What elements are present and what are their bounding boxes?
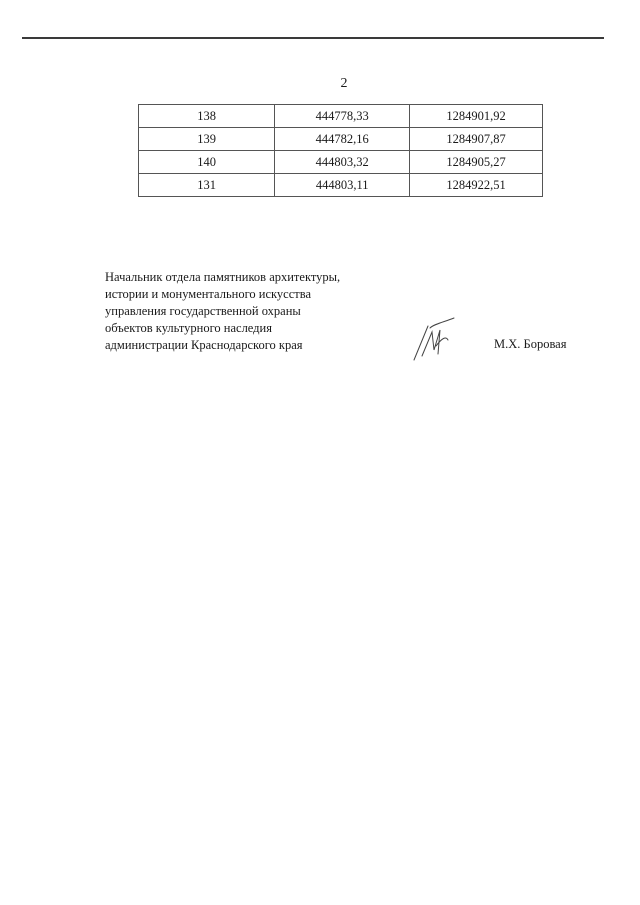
point-number-cell: 131 [139,174,275,197]
y-coordinate-cell: 1284905,27 [410,151,543,174]
signer-name: М.Х. Боровая [494,337,567,351]
point-number-cell: 140 [139,151,275,174]
y-coordinate-cell: 1284901,92 [410,105,543,128]
coordinates-table [138,104,543,197]
signatory-title-line: объектов культурного наследия [105,321,272,335]
signatory-title-line: Начальник отдела памятников архитектуры, [105,270,341,284]
x-coordinate-cell: 444803,11 [275,174,410,197]
scan-edge-line [22,37,604,39]
x-coordinate-cell: 444778,33 [275,105,410,128]
signatory-title-line: администрации Краснодарского края [105,338,303,352]
signatory-title-line: управления государственной охраны [105,304,301,318]
signatory-title [105,269,405,354]
x-coordinate-cell: 444782,16 [275,128,410,151]
table-row [139,128,543,151]
table-row [139,174,543,197]
signatory-title-line: истории и монументального искусства [105,287,312,301]
handwritten-signature [408,316,458,366]
page-number: 2 [340,76,348,91]
point-number-cell: 139 [139,128,275,151]
table-row [139,151,543,174]
y-coordinate-cell: 1284907,87 [410,128,543,151]
point-number-cell: 138 [139,105,275,128]
table-row [139,105,543,128]
y-coordinate-cell: 1284922,51 [410,174,543,197]
x-coordinate-cell: 444803,32 [275,151,410,174]
